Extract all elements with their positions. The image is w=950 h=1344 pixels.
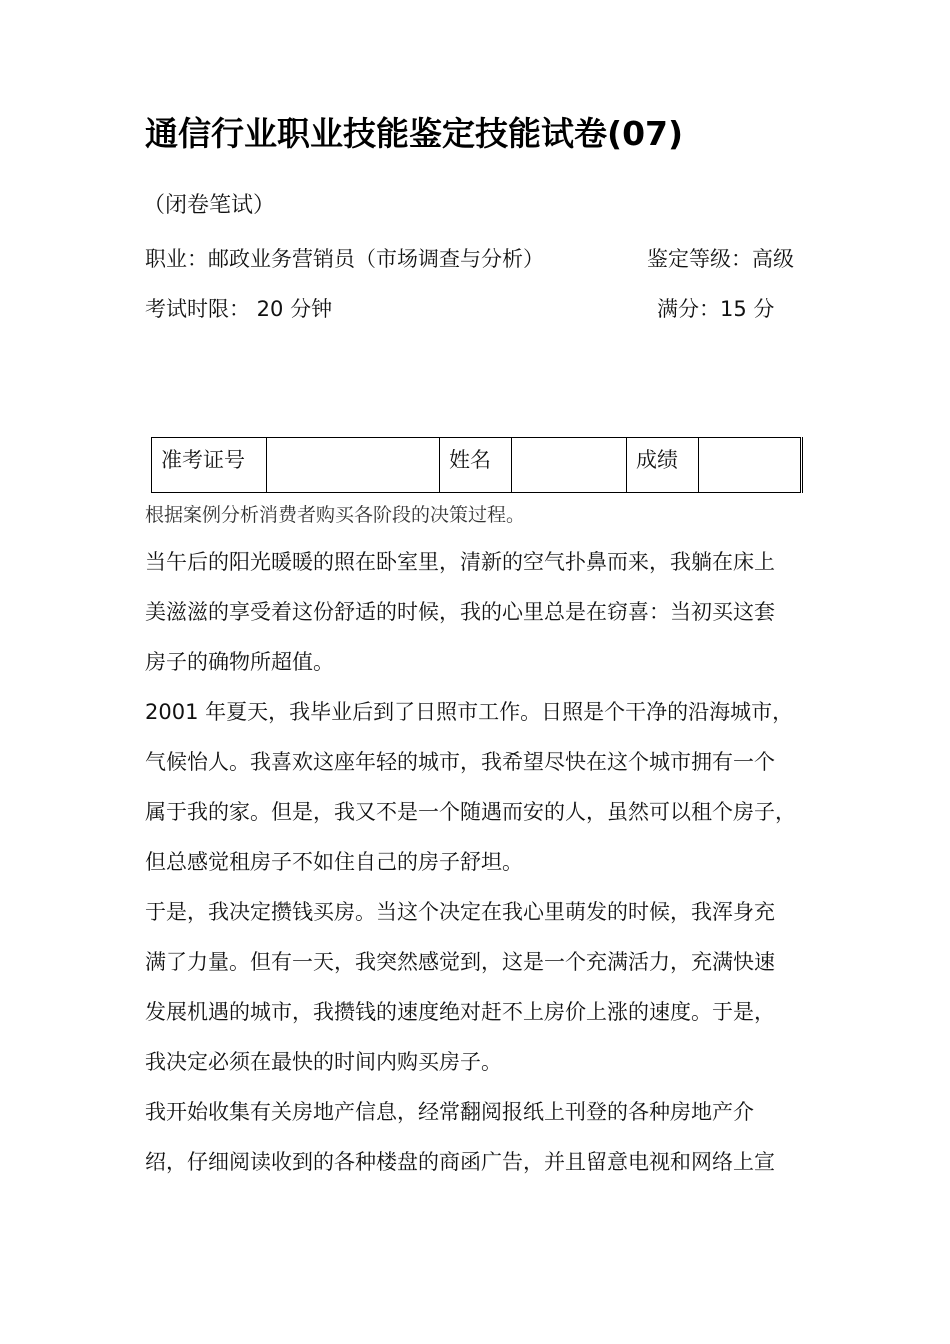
body-line: 属于我的家。但是，我又不是一个随遇而安的人，虽然可以租个房子， [145,800,796,824]
score-label: 成绩 [627,438,699,493]
page-title: 通信行业职业技能鉴定技能试卷(07) [145,114,684,153]
full-score-text: 满分：15 分 [657,297,775,321]
score-field[interactable] [699,438,802,493]
body-line: 于是，我决定攒钱买房。当这个决定在我心里萌发的时候，我浑身充 [145,900,775,924]
body-line: 美滋滋的享受着这份舒适的时候，我的心里总是在窃喜：当初买这套 [145,600,775,624]
question-prompt: 根据案例分析消费者购买各阶段的决策过程。 [145,504,526,526]
exam-number-label: 准考证号 [152,438,267,493]
time-limit-text: 考试时限： 20 分钟 [145,297,333,321]
occupation-text: 职业：邮政业务营销员（市场调查与分析） [145,247,544,271]
body-line: 2001 年夏天，我毕业后到了日照市工作。日照是个干净的沿海城市， [145,700,794,724]
name-field[interactable] [512,438,627,493]
table-row [152,438,802,493]
exam-type: （闭卷笔试） [143,193,276,218]
level-text: 鉴定等级：高级 [647,247,794,271]
body-line: 我开始收集有关房地产信息，经常翻阅报纸上刊登的各种房地产介 [145,1100,754,1124]
body-line: 我决定必须在最快的时间内购买房子。 [145,1050,502,1074]
body-line: 但总感觉租房子不如住自己的房子舒坦。 [145,850,523,874]
candidate-info-table [151,437,803,493]
body-line: 绍，仔细阅读收到的各种楼盘的商函广告，并且留意电视和网络上宣 [145,1150,775,1174]
body-line: 气候怡人。我喜欢这座年轻的城市，我希望尽快在这个城市拥有一个 [145,750,775,774]
body-line: 发展机遇的城市，我攒钱的速度绝对赶不上房价上涨的速度。于是， [145,1000,775,1024]
body-line: 房子的确物所超值。 [145,650,334,674]
exam-number-field[interactable] [267,438,440,493]
body-line: 当午后的阳光暖暖的照在卧室里，清新的空气扑鼻而来，我躺在床上 [145,550,775,574]
name-label: 姓名 [440,438,512,493]
body-line: 满了力量。但有一天，我突然感觉到，这是一个充满活力，充满快速 [145,950,775,974]
